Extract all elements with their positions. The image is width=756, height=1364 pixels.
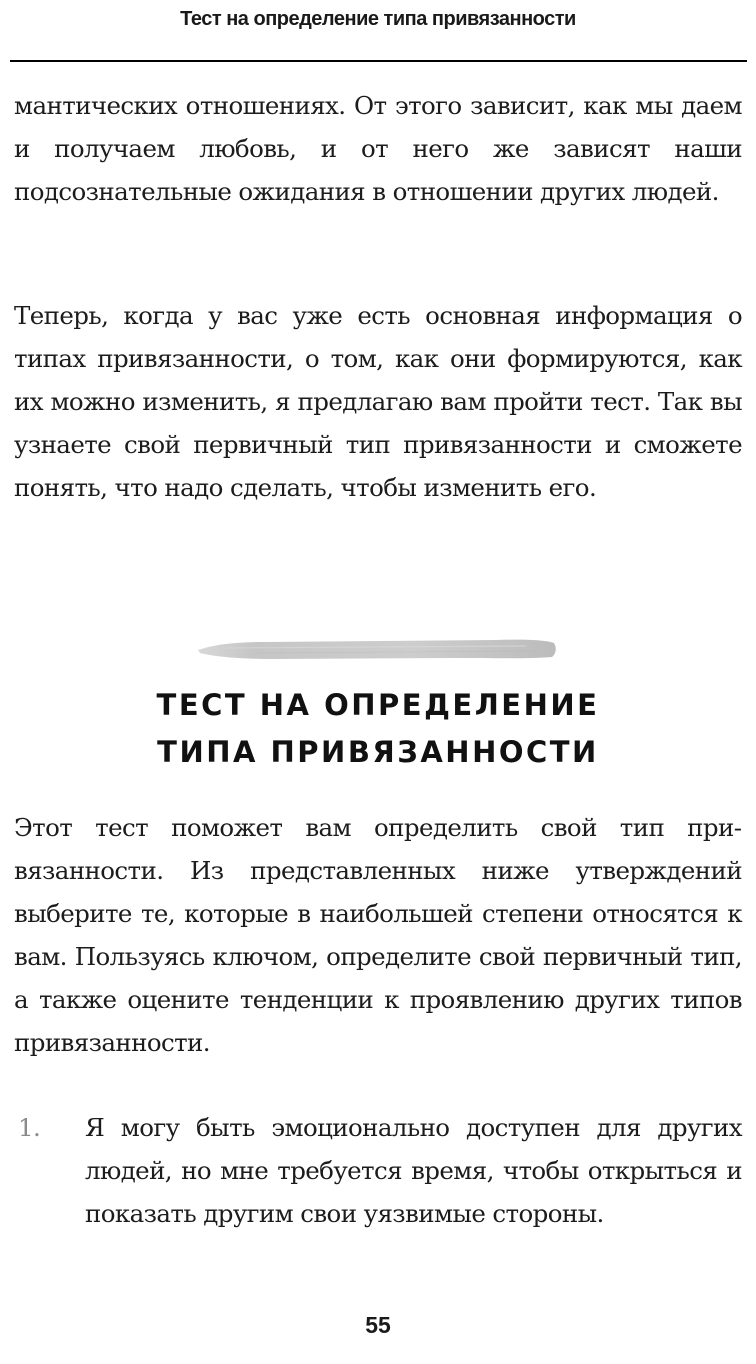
header-divider (10, 60, 747, 62)
page-number: 55 (365, 1312, 391, 1338)
section-heading (0, 682, 756, 776)
section-heading-line-1: ТЕСТ НА ОПРЕДЕЛЕНИЕ (156, 688, 600, 722)
body-paragraph-2: Теперь, когда у вас уже есть основная информация о типах привязанности, о том, как они формируются, как их можно изменить, я предлагаю вам пройти тест. Так вы узнаете свой первичный тип привязанности и сможете понять, что надо сделать, чтобы изменить его. (14, 301, 742, 502)
decorative-brush-stroke (196, 636, 558, 662)
running-header: Тест на определение типа привязанности (180, 8, 576, 30)
question-number: 1. (18, 1113, 41, 1142)
section-heading-line-2: ТИПА ПРИВЯЗАННОСТИ (157, 735, 599, 769)
question-text: Я могу быть эмоционально доступен для других людей, но мне требуется время, чтобы открыться и показать другим свои уязвимые стороны. (85, 1113, 742, 1228)
test-intro-paragraph: Этот тест поможет вам определить свой тип привязанности. Из представленных ниже утверждений выберите те, которые в наибольшей степени относятся к вам. Пользуясь ключом, определите свой первичный тип, а также оцените тенденции к проявлению других типов привязанности. (14, 813, 742, 1057)
body-paragraph-1: мантических отношениях. От этого зависит, как мы даем и получаем любовь, и от него же зависят наши подсознательные ожидания в отношении других людей. (14, 91, 742, 206)
